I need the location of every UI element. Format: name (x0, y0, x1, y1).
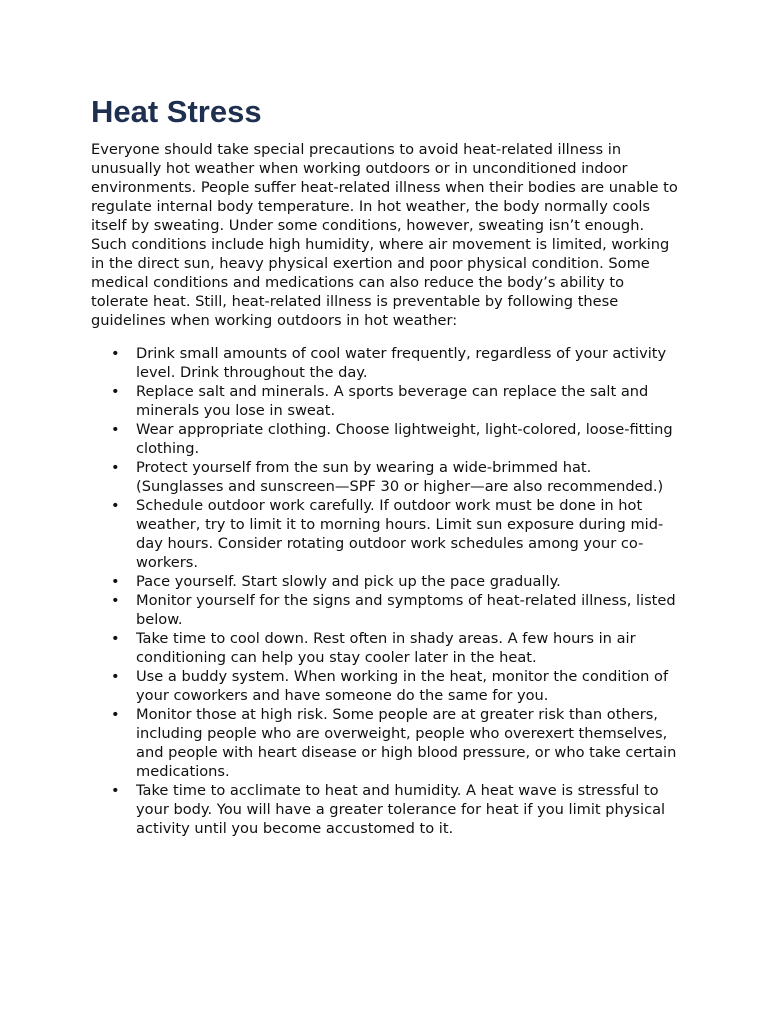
bullet-icon: • (111, 573, 120, 590)
list-item-text: Take time to cool down. Rest often in shady areas. A few hours in air conditioning can help you stay cooler later in the heat. (136, 630, 636, 666)
bullet-icon: • (111, 383, 120, 400)
bullet-icon: • (111, 706, 120, 723)
bullet-icon: • (111, 421, 120, 438)
list-item (91, 496, 681, 572)
list-item-text: Schedule outdoor work carefully. If outdoor work must be done in hot weather, try to limit it to morning hours. Limit sun exposure during mid-day hours. Consider rotating outdoor work schedules among your co-workers. (136, 497, 664, 571)
bullet-icon: • (111, 497, 120, 514)
list-item (91, 344, 681, 382)
guidelines-list (91, 344, 681, 838)
list-item-text: Drink small amounts of cool water frequently, regardless of your activity level. Drink throughout the day. (136, 345, 667, 381)
list-item-text: Take time to acclimate to heat and humidity. A heat wave is stressful to your body. You will have a greater tolerance for heat if you limit physical activity until you become accustomed to it. (136, 782, 666, 837)
page-title: Heat Stress (91, 94, 262, 129)
intro-paragraph: Everyone should take special precautions to avoid heat-related illness in unusually hot weather when working outdoors or in unconditioned indoor environments. People suffer heat-related illness when their bodies are unable to regulate internal body temperature. In hot weather, the body normally cools itself by sweating. Under some conditions, however, sweating isn’t enough. Such conditions include high humidity, where air movement is limited, working in the direct sun, heavy physical exertion and poor physical condition. Some medical conditions and medications can also reduce the body’s ability to tolerate heat. Still, heat-related illness is preventable by following these guidelines when working outdoors in hot weather: (91, 141, 678, 329)
list-item-text: Replace salt and minerals. A sports beverage can replace the salt and minerals you lose in sweat. (136, 383, 649, 419)
bullet-icon: • (111, 782, 120, 799)
list-item (91, 458, 681, 496)
list-item-text: Monitor those at high risk. Some people are at greater risk than others, including people who are overweight, people who overexert themselves, and people with heart disease or high blood pressure, or who take certain medications. (136, 706, 677, 780)
list-item (91, 629, 681, 667)
bullet-icon: • (111, 345, 120, 362)
list-item-text: Monitor yourself for the signs and symptoms of heat-related illness, listed below. (136, 592, 676, 628)
list-item-text: Pace yourself. Start slowly and pick up the pace gradually. (136, 573, 561, 590)
list-item (91, 420, 681, 458)
bullet-icon: • (111, 668, 120, 685)
list-item-text: Wear appropriate clothing. Choose lightweight, light-colored, loose-fitting clothing. (136, 421, 673, 457)
list-item (91, 667, 681, 705)
list-item (91, 781, 681, 838)
list-item (91, 591, 681, 629)
list-item (91, 572, 681, 591)
list-item (91, 705, 681, 781)
list-item-text: Protect yourself from the sun by wearing a wide-brimmed hat. (Sunglasses and sunscreen—SPF 30 or higher—are also recommended.) (136, 459, 664, 495)
bullet-icon: • (111, 592, 120, 609)
list-item (91, 382, 681, 420)
bullet-icon: • (111, 459, 120, 476)
list-item-text: Use a buddy system. When working in the heat, monitor the condition of your coworkers and have someone do the same for you. (136, 668, 669, 704)
document-page (91, 92, 681, 838)
bullet-icon: • (111, 630, 120, 647)
